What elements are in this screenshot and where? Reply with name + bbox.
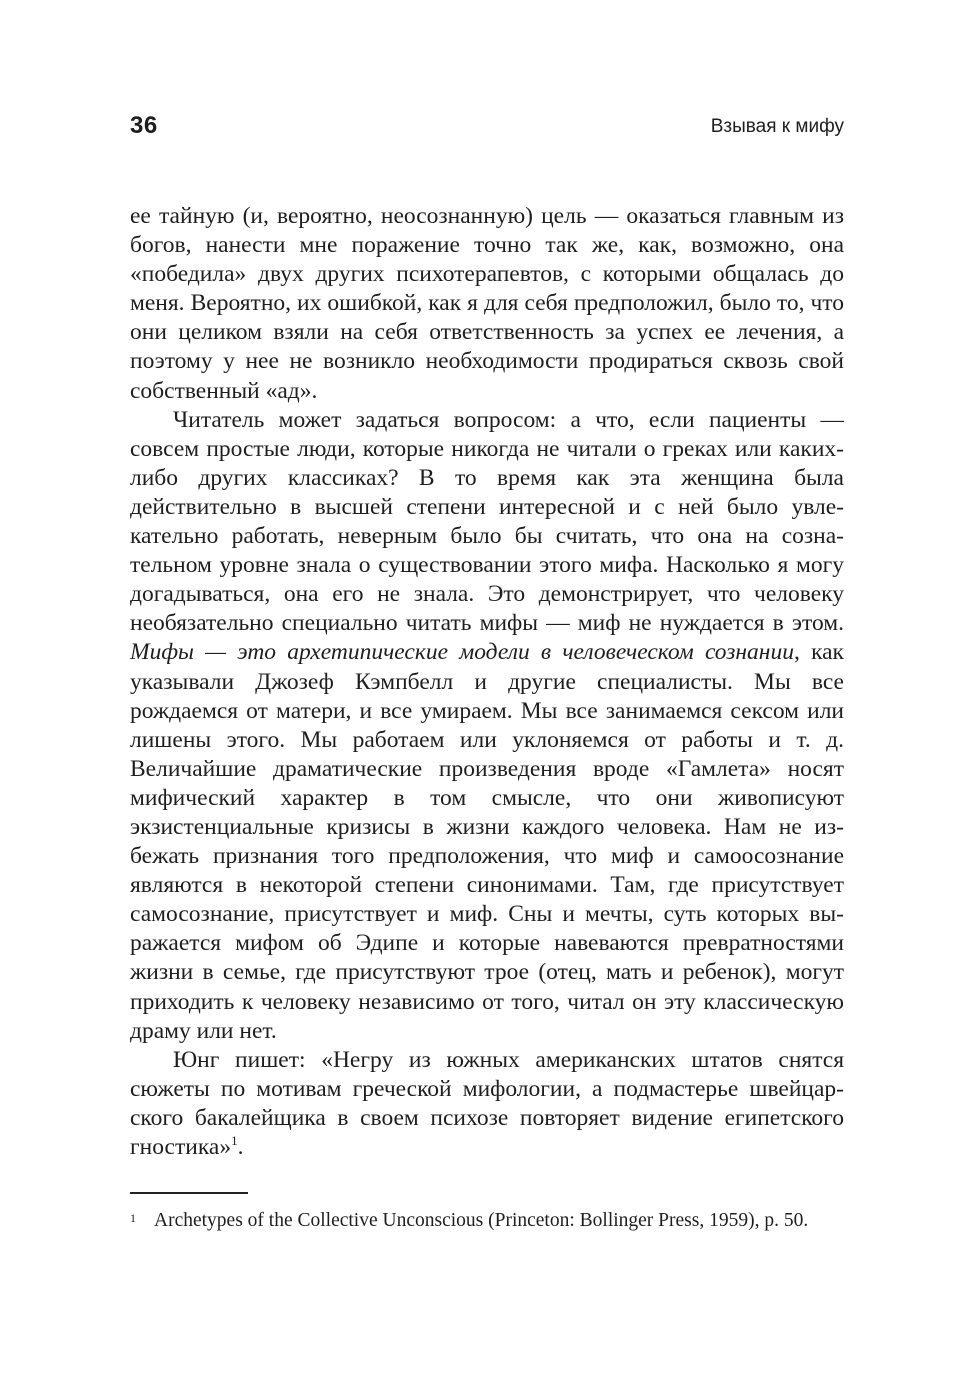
footnote — [130, 1207, 844, 1234]
page-header — [130, 110, 844, 144]
footnote-reference[interactable]: 1 — [231, 1133, 238, 1149]
running-title: Взывая к мифу — [710, 116, 844, 137]
paragraph-2-start: Читатель может задаться вопросом: а что, если пациенты — совсем простые люди, которые никогда не читали о греках или каких-либо других классиках? В то время как эта женщина была действительно в высшей степени интересной и с ней было увлекательно работать, неверным было бы считать, что она на сознательном уровне знала о существовании этого мифа. Насколько я могу догадываться, она его не знала. Это демонстрирует, что человеку необязательно специально читать мифы — миф не нуждается в этом. — [130, 406, 844, 637]
paragraph-2-end: , как указывали Джозеф Кэмпбелл и другие специалисты. Мы все рождаемся от матери, и все умираем. Мы все занимаемся сексом или лишены этого. Мы работаем или уклоняемся от работы и т. д. Величайшие драматические произведения вроде «Гамлета» носят мифический характер в том смысле, что они живописуют экзистенциальные кризисы в жизни каждого человека. Нам не избежать признания того предположения, что миф и самоосознание являются в некоторой степени синонимами. Там, где присутствует самосознание, присутствует и миф. Сны и мечты, суть которых выражается мифом об Эдипе и которые навеваются превратностями жизни в семье, где присутствуют трое (отец, мать и ребенок), могут приходить к человеку независимо от того, читал он эту классическую драму или нет. — [130, 639, 844, 1044]
page-number: 36 — [130, 112, 158, 139]
paragraph-3-tail: . — [237, 1134, 244, 1160]
footnote-text: Archetypes of the Collective Unconscious (Princeton: Bollinger Press, 1959), p. 50. — [154, 1210, 809, 1231]
paragraph-3 — [130, 1046, 844, 1162]
body-text — [130, 202, 844, 1162]
paragraph-2-italic: Мифы — это архетипические модели в человеческом сознании — [130, 639, 794, 666]
paragraph-2 — [130, 406, 844, 1046]
paragraph-3-text: Юнг пишет: «Негру из южных американских штатов снятся сюжеты по мотивам греческой мифологии, а подмастерье швейцарского бакалейщика в своем психозе повторяет видение египетского гностика» — [130, 1046, 844, 1160]
paragraph-1: ее тайную (и, вероятно, неосознанную) цель — оказаться главным из богов, нанести мне поражение точно так же, как, возможно, она «победила» двух других психотерапевтов, с которыми общалась до меня. Вероятно, их ошибкой, как я для себя предположил, было то, что они целиком взяли на себя ответственность за успех ее лечения, а поэтому у нее не возникло необходимости продираться сквозь свой собственный «ад». — [130, 203, 844, 404]
footnote-divider — [130, 1192, 248, 1194]
footnote-number: 1 — [130, 1211, 136, 1225]
